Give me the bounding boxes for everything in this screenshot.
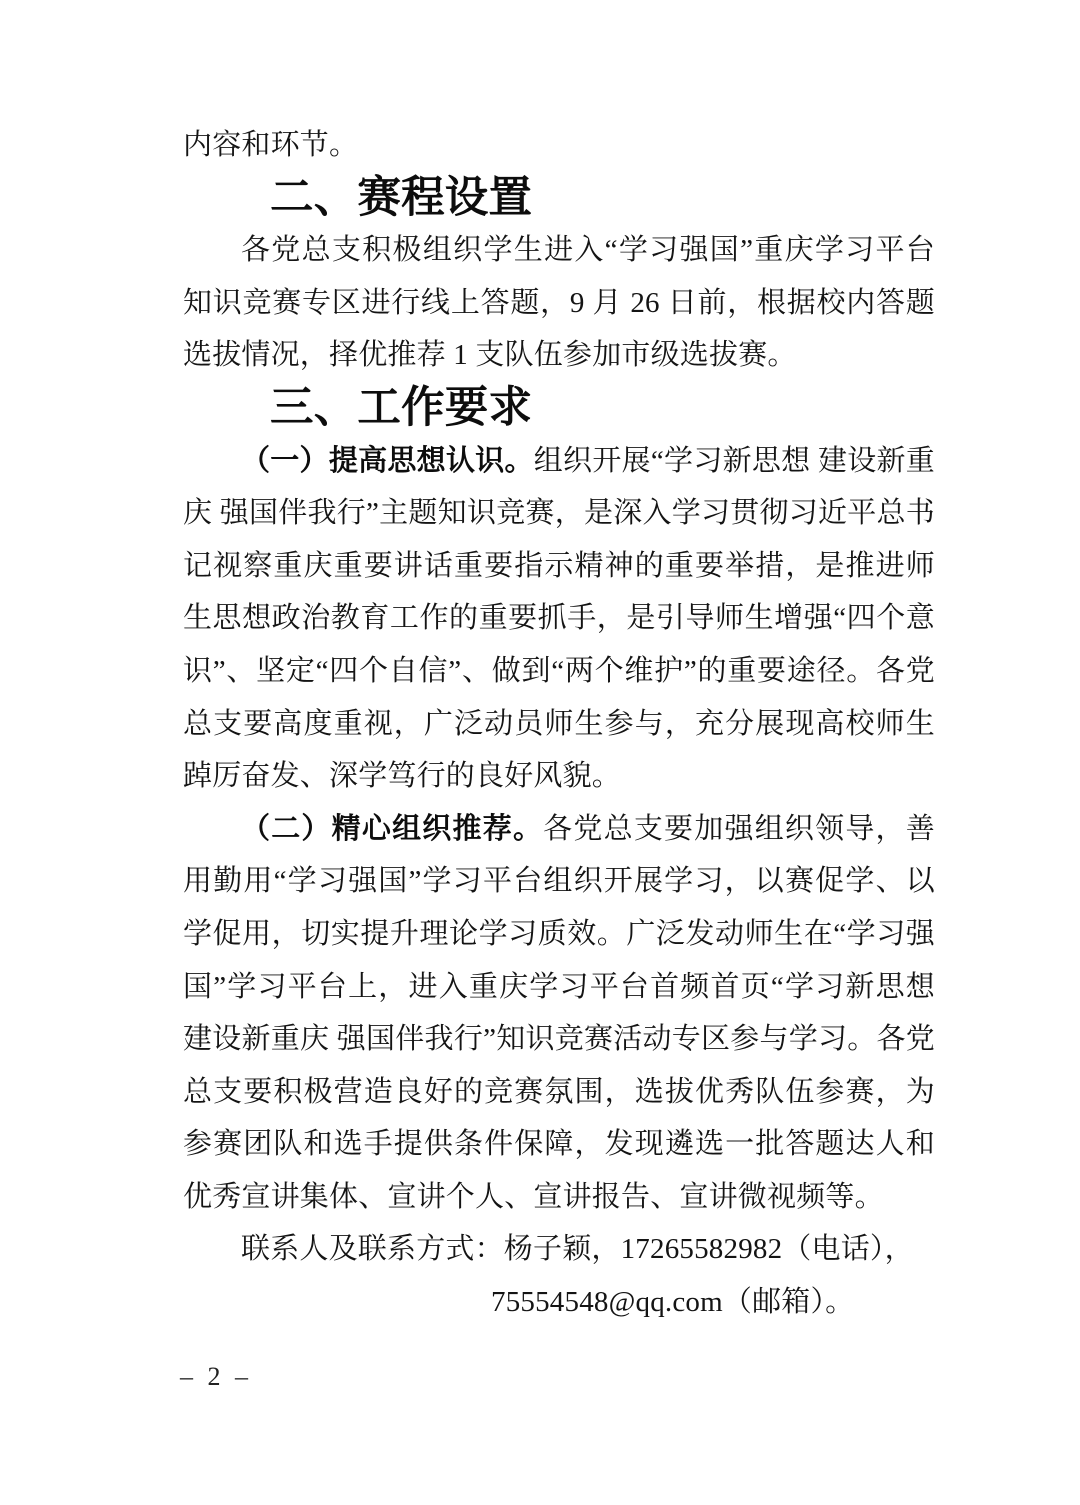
paragraph-item-1	[183, 435, 935, 803]
heading-section-3: 三、工作要求	[270, 383, 533, 432]
paragraph-item-2	[183, 803, 935, 1224]
paragraph-continuation: 内容和环节。	[183, 129, 359, 161]
contact-email-line: 75554548@qq.com（邮箱）。	[491, 1286, 855, 1319]
item-1-lead: （一）提高思想认识。	[241, 444, 534, 477]
item-2-text: 各党总支要加强组织领导，善用勤用“学习强国”学习平台组织开展学习，以赛促学、以学促用，切实提升理论学习质效。广泛发动师生在“学习强国”学习平台上，进入重庆学习平台首频首页“学习新思想 建设新重庆 强国伴我行”知识竞赛活动专区参与学习。各党总支要积极营造良好的竞赛氛围，选拔优秀队伍参赛，为参赛团队和选手提供条件保障，发现遴选一批答题达人和优秀宣讲集体、宣讲个人、宣讲报告、宣讲微视频等。	[183, 812, 935, 1213]
document-body	[183, 119, 935, 1329]
item-1-text: 组织开展“学习新思想 建设新重庆 强国伴我行”主题知识竞赛，是深入学习贯彻习近平总书记视察重庆重要讲话重要指示精神的重要举措，是推进师生思想政治教育工作的重要抓手，是引导师生增强“四个意识”、坚定“四个自信”、做到“两个维护”的重要途径。各党总支要高度重视，广泛动员师生参与，充分展现高校师生踔厉奋发、深学笃行的良好风貌。	[183, 444, 935, 793]
heading-section-2: 二、赛程设置	[270, 173, 533, 222]
page-number: – 2 –	[180, 1362, 252, 1391]
item-2-lead: （二）精心组织推荐。	[241, 812, 544, 845]
contact-person-line: 联系人及联系方式：杨子颖，17265582982（电话），	[241, 1233, 914, 1266]
paragraph-schedule: 各党总支积极组织学生进入“学习强国”重庆学习平台知识竞赛专区进行线上答题，9 月 26 日前，根据校内答题选拔情况，择优推荐 1 支队伍参加市级选拔赛。	[183, 234, 935, 372]
